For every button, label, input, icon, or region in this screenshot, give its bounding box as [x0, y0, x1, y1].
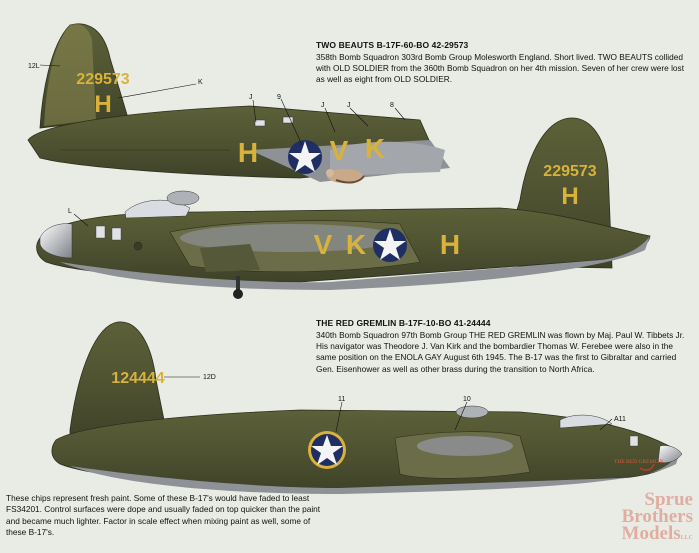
- callout-k: K: [198, 79, 203, 86]
- aircraft2-insignia: [308, 431, 346, 469]
- side-code-k: K: [345, 229, 367, 260]
- logo-line2: Brothers: [621, 506, 693, 527]
- callout-j-3: J: [347, 102, 351, 109]
- side-code-v: V: [313, 229, 333, 260]
- side-code-h: H: [439, 229, 461, 260]
- logo-line1: Sprue: [644, 489, 693, 510]
- callout-11: 11: [338, 396, 346, 403]
- side-tail-serial: 229573: [543, 163, 597, 180]
- aircraft1-title: TWO BEAUTS B-17F-60-BO 42-29573: [316, 40, 469, 50]
- callout-12d: 12D: [203, 374, 216, 381]
- callout-j-1: J: [249, 94, 253, 101]
- aircraft1-code-v: V: [329, 135, 349, 166]
- side-insignia: [373, 228, 407, 262]
- aircraft1-tail-letter: H: [94, 91, 112, 118]
- callout-j-2: J: [321, 102, 325, 109]
- logo-line3-text: Models: [621, 523, 681, 544]
- callout-10: 10: [463, 396, 471, 403]
- aircraft2-tail-serial: 124444: [111, 370, 165, 387]
- aircraft1-code-k: K: [364, 133, 386, 164]
- aircraft1-code-h: H: [237, 137, 259, 168]
- aircraft1-description: 358th Bomb Squadron 303rd Bomb Group Molesworth England. Short lived. TWO BEAUTS collided with OLD SOLDIER from the 360th Bomb Squadron on her 4th mission. Seven of her crew were lost as well as eight from OLD SOLDIER.: [316, 52, 685, 85]
- callout-12l: 12L: [28, 63, 40, 70]
- callout-l: L: [68, 208, 72, 215]
- callout-a11: A11: [614, 416, 626, 423]
- logo-suffix: LLC: [680, 535, 693, 541]
- sprue-brothers-logo: [622, 491, 693, 547]
- callout-9: 9: [277, 94, 281, 101]
- paint-note: These chips represent fresh paint. Some of these B-17's would have faded to least FS34201. Control surfaces were dope and usually faded on top quicker than the paint and became much lighter. Factor in scale effect when mixing paint as well, some of these B-17's.: [6, 493, 321, 538]
- side-tail-letter: H: [561, 183, 579, 210]
- callout-8: 8: [390, 102, 394, 109]
- logo-line3: [622, 525, 693, 547]
- aircraft2-nose-art: THE RED GREMLIN: [614, 459, 664, 465]
- aircraft2-title: THE RED GREMLIN B-17F-10-BO 41-24444: [316, 318, 491, 328]
- aircraft1-insignia: [288, 140, 322, 174]
- aircraft2-description: 340th Bomb Squadron 97th Bomb Group THE RED GREMLIN was flown by Maj. Paul W. Tibbets Jr. His navigator was Theodore J. Van Kirk and the bombardier Thomas W. Ferebee were also in the same position on the ENOLA GAY August 6th 1945. The B-17 was the first to Gibraltar and carried Gen. Eisenhower as well as other brass during the transition to North Africa.: [316, 330, 685, 374]
- aircraft1-tail-serial: 229573: [76, 71, 130, 88]
